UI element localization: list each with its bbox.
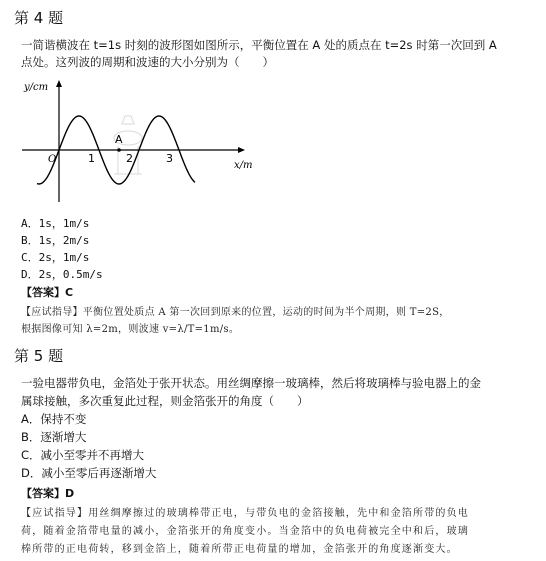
q4-option-c: C．2s，1m/s xyxy=(21,251,90,264)
q5-option-b: B．逐渐增大 xyxy=(21,430,87,444)
q5-title: 第 5 题 xyxy=(14,347,64,365)
q5-option-d: D．减小至零后再逐渐增大 xyxy=(21,466,157,480)
q5-option-a: A．保持不变 xyxy=(21,412,87,426)
q4-title: 第 4 题 xyxy=(14,9,64,27)
q5-option-c: C．减小至零并不再增大 xyxy=(21,448,145,462)
x-tick-2: 2 xyxy=(126,152,133,165)
q5-stem-line2: 属球接触，多次重复此过程，则金箔张开的角度（ ） xyxy=(21,394,309,408)
x-axis-arrow-icon xyxy=(238,147,245,153)
q5-guide-line3: 棒所带的正电荷转，移到金箔上，随着所带正电荷量的增加，金箔张开的角度逐渐变大。 xyxy=(21,544,458,555)
q5-guide-line1: 【应试指导】用丝绸摩擦过的玻璃棒带正电，与带负电的金箔接触，先中和金箔所带的负电 xyxy=(21,508,469,519)
q5-answer: 【答案】D xyxy=(21,487,75,500)
q4-option-a: A．1s，1m/s xyxy=(21,217,90,230)
y-axis-arrow-icon xyxy=(56,80,62,87)
q5-guide-line2: 荷，随着金箔带电量的减小，金箔张开的角度变小。当金箔中的负电荷被完全中和后，玻璃 xyxy=(21,526,469,537)
q4-option-b: B．1s，2m/s xyxy=(21,234,90,247)
x-tick-1: 1 xyxy=(88,152,95,165)
q5-stem-line1: 一验电器带负电，金箔处于张开状态。用丝绸摩擦一玻璃棒，然后将玻璃棒与验电器上的金 xyxy=(21,376,481,390)
point-a-marker xyxy=(117,148,121,152)
x-tick-3: 3 xyxy=(166,152,173,165)
q4-stem-line2: 点处。这列波的周期和波速的大小分别为（ ） xyxy=(21,55,274,69)
q4-answer: 【答案】C xyxy=(21,286,74,299)
x-axis-label: x/m xyxy=(234,160,253,171)
y-axis-label: y/cm xyxy=(24,82,49,93)
origin-label: O xyxy=(48,154,57,165)
wave-graph xyxy=(18,76,263,206)
q4-stem-line1: 一简谐横波在 t=1s 时刻的波形图如图所示，平衡位置在 A 处的质点在 t=2s 时第一次回到 A xyxy=(21,38,497,52)
point-a-label: A xyxy=(115,133,123,146)
q4-option-d: D．2s，0.5m/s xyxy=(21,268,103,281)
q4-guide-line1: 【应试指导】平衡位置处质点 A 第一次回到原来的位置，运动的时间为半个周期，则 T=2S， xyxy=(21,307,450,318)
q4-guide-line2: 根据图像可知 λ=2m，则波速 v=λ/T=1m/s。 xyxy=(21,324,240,335)
